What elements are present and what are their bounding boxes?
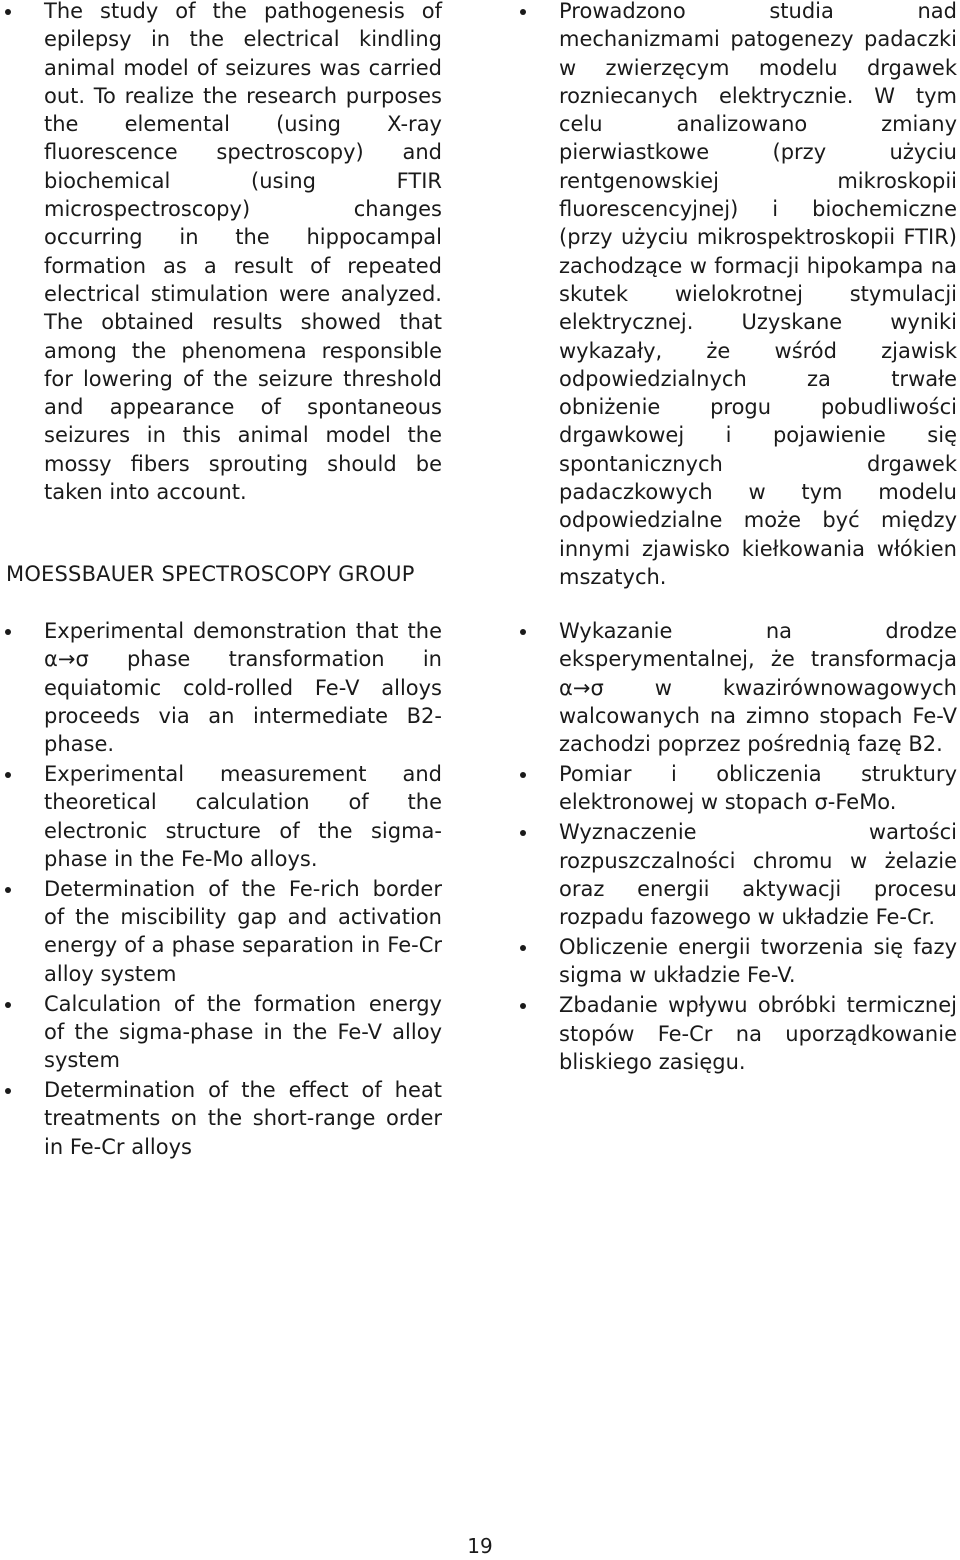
english-item-text: Calculation of the formation energy of the sigma-phase in the Fe-V alloy system bbox=[44, 991, 442, 1073]
list-item bbox=[44, 1076, 442, 1161]
list-item bbox=[44, 875, 442, 988]
polish-item-text: Wyznaczenie wartości rozpuszczalności chromu w żelazie oraz energii aktywacji procesu rozpadu fazowego w układzie Fe-Cr. bbox=[559, 820, 957, 930]
bullet-icon bbox=[520, 9, 526, 15]
list-item bbox=[44, 760, 442, 873]
bullet-icon bbox=[5, 887, 11, 893]
polish-item-text: Obliczenie energii tworzenia się fazy sigma w układzie Fe-V. bbox=[559, 935, 957, 988]
polish-items-column bbox=[559, 617, 957, 1078]
bullet-icon bbox=[520, 1003, 526, 1009]
bullet-icon bbox=[5, 1088, 11, 1094]
list-item bbox=[559, 933, 957, 990]
bullet-icon bbox=[520, 772, 526, 778]
polish-item-text: Wykazanie na drodze eksperymentalnej, że transformacja α→σ w kwazirównowagowych walcowanych na zimno stopach Fe-V zachodzi poprzez pośrednią fazę B2. bbox=[559, 619, 957, 757]
polish-item-text: Pomiar i obliczenia struktury elektronowej w stopach σ-FeMo. bbox=[559, 762, 957, 815]
list-item bbox=[44, 617, 442, 758]
list-item bbox=[559, 617, 957, 758]
english-items-column bbox=[44, 617, 442, 1163]
english-item-text: Experimental measurement and theoretical calculation of the electronic structure of the sigma-phase in the Fe-Mo alloys. bbox=[44, 762, 442, 871]
english-item-text: Determination of the Fe-rich border of the miscibility gap and activation energy of a phase separation in Fe-Cr alloy system bbox=[44, 876, 442, 986]
english-item-text: Experimental demonstration that the α→σ phase transformation in equiatomic cold-rolled Fe-V alloys proceeds via an intermediate B2-phase. bbox=[44, 619, 442, 757]
bullet-icon bbox=[5, 9, 11, 15]
list-item bbox=[559, 818, 957, 931]
bullet-icon bbox=[5, 1002, 11, 1008]
bullet-icon bbox=[520, 629, 526, 635]
list-item bbox=[44, 990, 442, 1075]
section-heading: MOESSBAUER SPECTROSCOPY GROUP bbox=[6, 562, 415, 586]
list-item bbox=[44, 0, 442, 506]
bullet-icon bbox=[520, 945, 526, 951]
page-number: 19 bbox=[467, 1534, 493, 1558]
intro-english-text: The study of the pathogenesis of epilepsy in the electrical kindling animal model of seizures was carried out. To realize the research purposes the elemental (using X-ray fluorescence spectroscopy) and biochemical (using FTIR microspectroscopy) changes occurring in the hippocampal formation as a result of repeated electrical stimulation were analyzed. The obtained results showed that among the phenomena responsible for lowering of the seizure threshold and appearance of spontaneous seizures in this animal model the mossy fibers sprouting should be taken into account. bbox=[44, 0, 442, 505]
english-item-text: Determination of the effect of heat treatments on the short-range order in Fe-Cr alloys bbox=[44, 1078, 442, 1159]
intro-polish-text: Prowadzono studia nad mechanizmami patogenezy padaczki w zwierzęcym modelu drgawek rozniecanych elektrycznie. W tym celu analizowano zmiany pierwiastkowe (przy użyciu rentgenowskiej mikroskopii fluorescencyjnej) i biochemiczne (przy użyciu mikrospektroskopii FTIR) zachodzące w formacji hipokampa na skutek wielokrotnej stymulacji elektrycznej. Uzyskane wyniki wykazały, że wśród zjawisk odpowiedzialnych za trwałe obniżenie progu pobudliwości drgawkowej i pojawienie się spontanicznych drgawek padaczkowych w tym modelu odpowiedzialne może być między innymi zjawisko kiełkowania włókien mszatych. bbox=[559, 0, 957, 589]
bullet-icon bbox=[5, 772, 11, 778]
polish-item-text: Zbadanie wpływu obróbki termicznej stopów Fe-Cr na uporządkowanie bliskiego zasięgu. bbox=[559, 993, 957, 1074]
list-item bbox=[559, 760, 957, 817]
bullet-icon bbox=[520, 830, 526, 836]
intro-polish-column bbox=[559, 0, 957, 591]
intro-english-column bbox=[44, 0, 442, 506]
bullet-icon bbox=[5, 629, 11, 635]
list-item bbox=[559, 0, 957, 591]
list-item bbox=[559, 991, 957, 1076]
